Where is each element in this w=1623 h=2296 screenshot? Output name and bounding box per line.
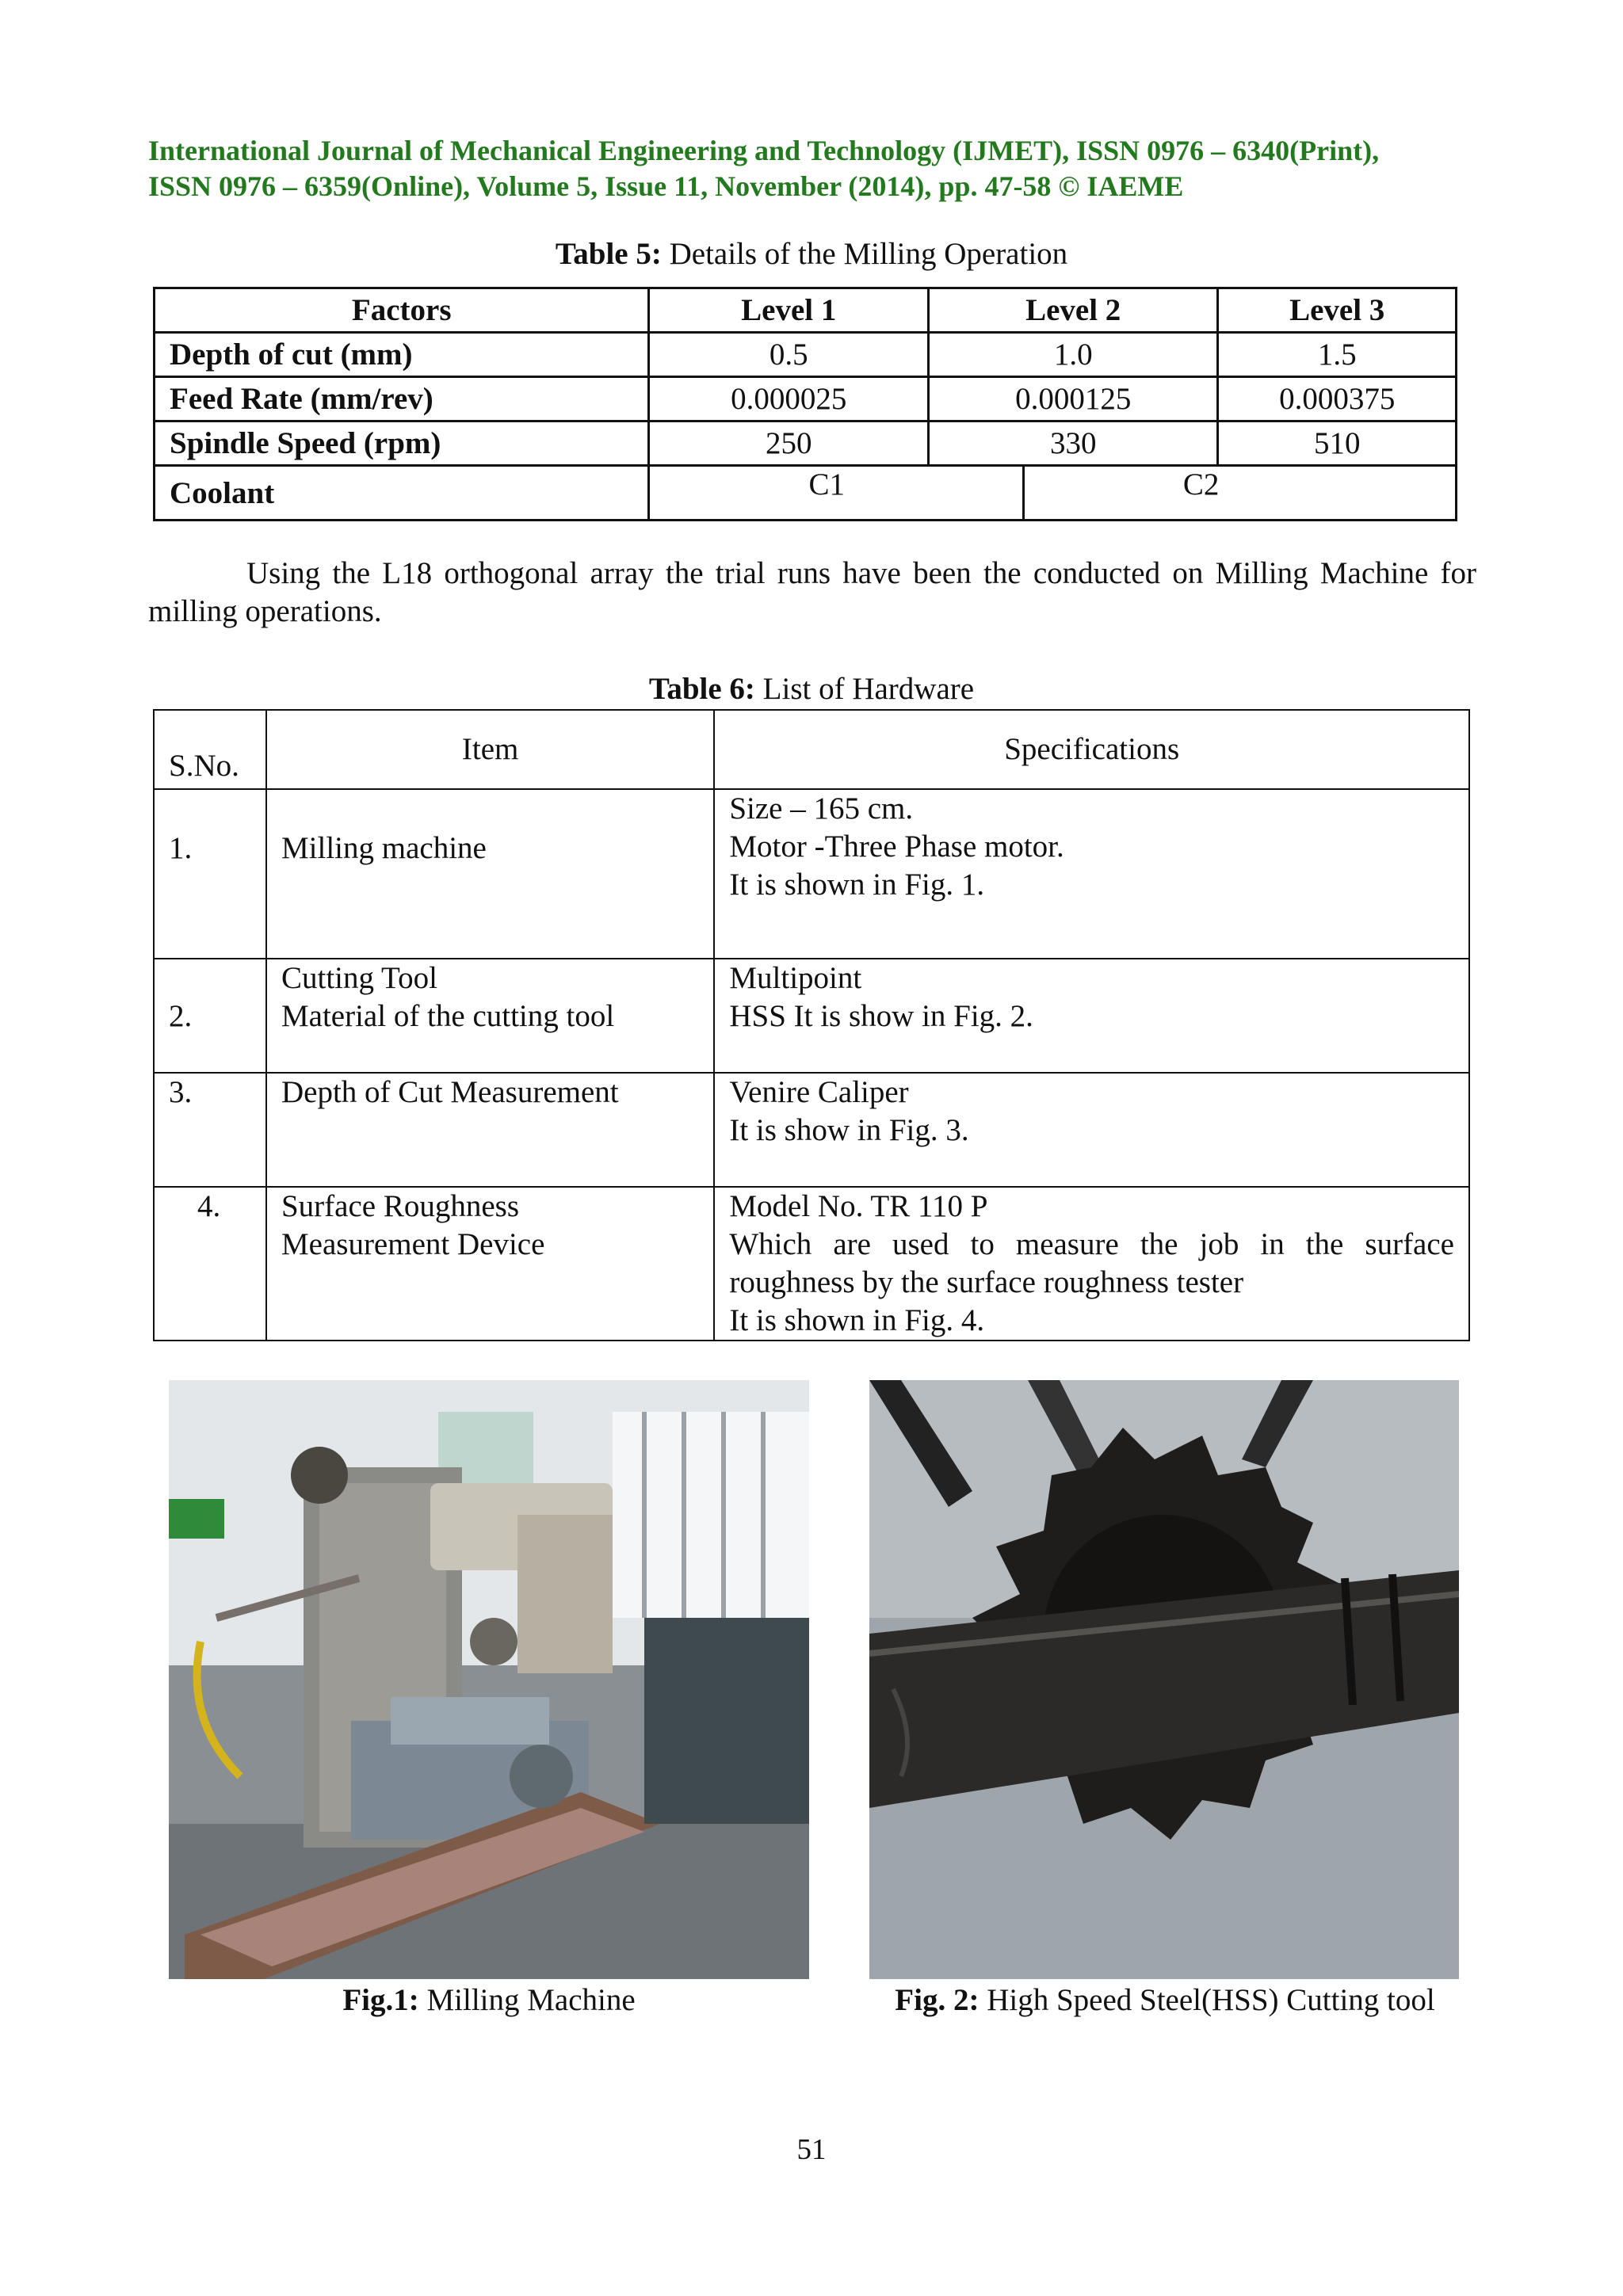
coolant-c1-cell: C1	[649, 466, 1023, 521]
journal-header-line-2: ISSN 0976 – 6359(Online), Volume 5, Issue 11, November (2014), pp. 47-58 © IAEME	[148, 170, 1184, 202]
table6-header-row	[154, 710, 1469, 789]
level2-cell: 1.0	[929, 333, 1218, 377]
table6-header-sno: S.No.	[154, 710, 266, 789]
fig2-caption-label: Fig. 2:	[895, 1983, 980, 2017]
table-row	[155, 377, 1457, 421]
spec-line: It is show in Fig. 3.	[729, 1113, 969, 1147]
level2-cell: 0.000125	[929, 377, 1218, 421]
spec-cell	[714, 789, 1469, 959]
coolant-c2-cell: C2	[1023, 466, 1456, 521]
table5-header-level3: Level 3	[1218, 288, 1457, 333]
level1-cell: 0.000025	[649, 377, 929, 421]
fig1-caption	[169, 1982, 809, 2018]
table-row	[155, 421, 1457, 466]
page-number: 51	[796, 2134, 827, 2166]
table-row	[154, 1073, 1469, 1187]
table6-caption-label: Table 6:	[648, 672, 755, 706]
table5-header-level1: Level 1	[649, 288, 929, 333]
table-row-coolant	[155, 466, 1457, 521]
level1-cell: 0.5	[649, 333, 929, 377]
table5-header-row	[155, 288, 1457, 333]
factor-cell: Coolant	[155, 466, 649, 521]
table-row	[154, 789, 1469, 959]
item-line: Measurement Device	[281, 1227, 545, 1261]
table5-caption-label: Table 5:	[555, 237, 662, 271]
item-line: Depth of Cut Measurement	[281, 1075, 619, 1109]
factor-cell: Depth of cut (mm)	[155, 333, 649, 377]
table6-header-item: Item	[266, 710, 714, 789]
spec-cell	[714, 959, 1469, 1073]
fig2-caption-text: High Speed Steel(HSS) Cutting tool	[979, 1983, 1435, 2017]
item-line: Milling machine	[281, 831, 487, 865]
spec-line: Venire Caliper	[729, 1075, 909, 1109]
sno-cell: 4.	[154, 1187, 266, 1341]
table5-caption	[0, 236, 1623, 272]
table6-caption-text: List of Hardware	[754, 672, 975, 706]
fig2-caption	[848, 1982, 1482, 2018]
item-cell	[266, 1187, 714, 1341]
cutting-tool-photo	[869, 1380, 1459, 1979]
spec-line: Multipoint	[729, 961, 862, 995]
table5	[153, 287, 1457, 521]
factor-cell: Feed Rate (mm/rev)	[155, 377, 649, 421]
sno-cell: 2.	[154, 959, 266, 1073]
spec-cell	[714, 1187, 1469, 1341]
spec-line: It is shown in Fig. 1.	[729, 868, 985, 902]
spec-line: Size – 165 cm.	[729, 791, 914, 826]
level2-cell: 330	[929, 421, 1218, 466]
spec-line: Motor -Three Phase motor.	[729, 830, 1064, 864]
item-cell	[266, 1073, 714, 1187]
milling-machine-photo	[169, 1380, 809, 1979]
table5-caption-text: Details of the Milling Operation	[661, 237, 1068, 271]
table-row	[155, 333, 1457, 377]
spec-line: HSS It is show in Fig. 2.	[729, 999, 1033, 1033]
journal-header	[148, 133, 1480, 204]
spec-line: It is shown in Fig. 4.	[729, 1303, 985, 1337]
item-line: Material of the cutting tool	[281, 999, 615, 1033]
spec-line: Model No. TR 110 P	[729, 1189, 988, 1223]
fig1-caption-label: Fig.1:	[342, 1983, 419, 2017]
table6	[153, 709, 1470, 1341]
factor-cell: Spindle Speed (rpm)	[155, 421, 649, 466]
sno-cell: 1.	[154, 789, 266, 959]
table-row	[154, 1187, 1469, 1341]
level1-cell: 250	[649, 421, 929, 466]
level3-cell: 0.000375	[1218, 377, 1457, 421]
level3-cell: 510	[1218, 421, 1457, 466]
table6-header-spec: Specifications	[714, 710, 1469, 789]
table5-header-level2: Level 2	[929, 288, 1218, 333]
item-cell	[266, 959, 714, 1073]
body-paragraph	[148, 555, 1476, 631]
spec-cell	[714, 1073, 1469, 1187]
level3-cell: 1.5	[1218, 333, 1457, 377]
item-line: Cutting Tool	[281, 961, 437, 995]
item-line: Surface Roughness	[281, 1189, 519, 1223]
journal-header-line-1: International Journal of Mechanical Engineering and Technology (IJMET), ISSN 0976 – 6340(Print),	[148, 135, 1380, 166]
sno-cell: 3.	[154, 1073, 266, 1187]
table5-header-factors: Factors	[155, 288, 649, 333]
spec-line: Which are used to measure the job in the surface roughness by the surface roughness tester	[729, 1227, 1454, 1299]
table-row	[154, 959, 1469, 1073]
item-cell	[266, 789, 714, 959]
body-paragraph-text: Using the L18 orthogonal array the trial runs have been the conducted on Milling Machine for milling operations.	[148, 556, 1476, 628]
fig1-caption-text: Milling Machine	[418, 1983, 636, 2017]
table6-caption	[0, 671, 1623, 707]
